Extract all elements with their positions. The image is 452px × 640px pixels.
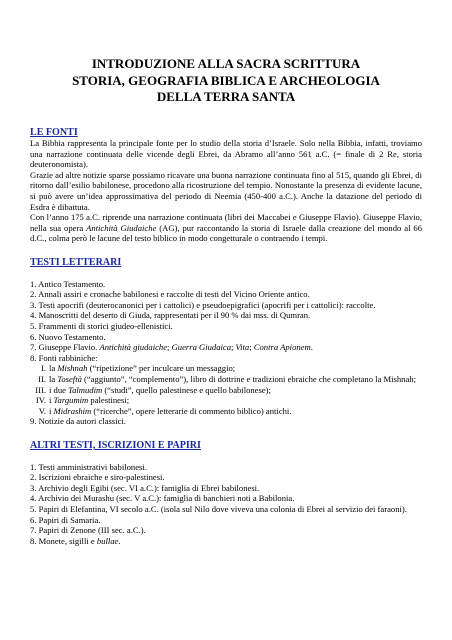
sub-item-italic: Targumim [53, 395, 89, 406]
list-item: 1. Antico Testamento. [30, 278, 106, 289]
title-line-1: INTRODUZIONE ALLA SACRA SCRITTURA [91, 56, 361, 71]
sub-item-mishnah [30, 363, 422, 374]
sub-item-number: III. [35, 384, 46, 395]
paragraph-3-start: Con l’anno 175 a.C. riprende una narrazione continuata (libri dei Maccabei e Giuseppe Flavio). Giuseppe Flavio, nella sua opera [30, 212, 422, 233]
paragraph-2: Grazie ad altre notizie sparse possiamo ricavare una buona narrazione continuata fino al 515, quando gli Ebrei, di ritorno dall’esilio babilonese, procedono alla ricostruzione del tempio. Nonostante la presenza di evidente lacune, si può avere un’idea approssimativa del periodo di Neemia (450-400 a.C.). Anche la datazione del periodo di Esdra è dibattuta. [30, 169, 422, 212]
sub-item-number: IV. [35, 395, 46, 406]
section-heading-fonti: LE FONTI [30, 126, 78, 138]
section-testi-letterari [30, 258, 422, 427]
list-item: 2. Iscrizioni ebraiche e siro-palestinesi. [30, 472, 165, 483]
sub-item-tosefta [30, 374, 422, 385]
list-item: 5. Frammenti di storici giudeo-ellenistici. [30, 321, 173, 331]
italic-bullae: bullae [96, 535, 119, 546]
separator: ; [249, 342, 254, 353]
sub-item-text [49, 395, 422, 406]
sub-item-text [49, 363, 422, 374]
section-fonti [30, 128, 422, 245]
list-item-monete [30, 536, 422, 547]
sub-item-pre: i [49, 405, 54, 416]
sub-item-pre: la [49, 373, 58, 384]
italic-title-antichita: Antichità Giudaiche [86, 222, 157, 233]
italic-vita: Vita [235, 342, 250, 353]
sub-item-text [49, 385, 422, 396]
paragraph-3-end: (AG), pur raccontando la storia di Israele dalla creazione del mondo al 66 d.C., colma però le lacune del testo biblico in modo congetturale o contraendo i tempi. [30, 222, 422, 244]
sub-item-post: (“studi”, quello palestinese e quello babilonese); [102, 384, 271, 395]
sub-item-italic: Midrashim [53, 405, 92, 416]
list-item: 6. Nuovo Testamento. [30, 331, 106, 342]
sub-item-talmudim [30, 385, 422, 396]
sub-item-number: V. [38, 405, 46, 416]
letterari-list [30, 279, 422, 427]
title-line-2: STORIA, GEOGRAFIA BIBLICA E ARCHEOLOGIA [72, 72, 380, 88]
list-item: 2. Annali assiri e cronache babilonesi e raccolte di testi del Vicino Oriente antico. [30, 289, 310, 300]
list-item: 1. Testi amministrativi babilonesi. [30, 461, 147, 472]
italic-guerra-giudaica: Guerra Giudaica [171, 342, 231, 353]
paragraph-1: La Bibbia rappresenta la principale fonte per lo studio della storia d’Israele. Solo nella Bibbia, infatti, troviamo una narrazione continuata delle vicende degli Ebrei, da Abramo all’anno 561 a.C. (= finale di 2 Re, storia deuteronomista). [30, 138, 422, 170]
list-item: 7. Papiri di Zenone (III sec. a.C.). [30, 525, 146, 536]
sub-item-pre: i due [49, 384, 69, 395]
item-8-end: . [118, 535, 121, 546]
altri-list [30, 462, 422, 547]
sub-item-number: I. [40, 363, 46, 374]
separator: ; [167, 342, 172, 353]
sub-item-text [49, 406, 422, 417]
sub-item-italic: Mishnah [57, 363, 88, 374]
sub-item-number: II. [38, 373, 46, 384]
separator: ; [231, 342, 236, 353]
sub-item-pre: i [49, 395, 54, 406]
list-item-fonti-rabbiniche: 8. Fonti rabbiniche: [30, 352, 98, 363]
list-item: 4. Archivio dei Murashu (sec. V a.C.): famiglia di banchieri noti a Babilonia. [30, 493, 295, 504]
item-7-end: . [310, 342, 313, 353]
sub-item-post: (“aggiunto”, “complemento”), libro di dottrine e tradizioni ebraiche che completano la Mishnah; [81, 373, 416, 384]
list-item: 6. Papiri di Samaria. [30, 514, 101, 525]
italic-antichita-giudaiche: Antichità giudaiche [99, 342, 168, 353]
list-item: 9. Notizie da autori classici. [30, 416, 126, 427]
paragraph-3 [30, 212, 422, 244]
document-title [30, 56, 422, 106]
sub-item-post: palestinesi; [88, 395, 130, 406]
sub-item-post: (“ripetizione” per inculcare un messaggio; [87, 363, 236, 374]
list-item: 4. Manoscritti del deserto di Giuda, rappresentati per il 90 % dai mss. di Qumran. [30, 310, 311, 321]
sub-item-targumim [30, 395, 422, 406]
sub-item-italic: Toseftà [57, 373, 82, 384]
section-heading-letterari: TESTI LETTERARI [30, 257, 122, 269]
list-item-giuseppe-flavio [30, 342, 422, 353]
section-heading-altri: ALTRI TESTI, ISCRIZIONI E PAPIRI [30, 439, 201, 451]
title-line-3: DELLA TERRA SANTA [156, 89, 296, 104]
sub-item-pre: la [49, 363, 58, 374]
item-7-prefix: 7. Giuseppe Flavio. [30, 342, 100, 353]
sub-item-italic: Talmudim [68, 384, 103, 395]
sub-item-text [49, 374, 422, 385]
list-item: 3. Archivio degli Egibi (sec. VI a.C.): famiglia di Ebrei babilonesi. [30, 482, 260, 493]
list-item: 3. Testi apocrifi (deuterocanonici per i cattolici) e pseudoepigrafici (apocrifi per i cattolici): raccolte. [30, 299, 376, 310]
list-item: 5. Papiri di Elefantina, VI secolo a.C. (isola sul Nilo dove viveva una colonia di Ebrei al servizio dei faraoni). [30, 503, 407, 514]
sub-item-midrashim [30, 406, 422, 417]
italic-contra-apionem: Contra Apionem [253, 342, 311, 353]
item-8-prefix: 8. Monete, sigilli e [30, 535, 97, 546]
section-altri-testi [30, 441, 422, 546]
sub-item-post: (“ricerche”, opere letterarie di commento biblico) antichi. [91, 405, 292, 416]
